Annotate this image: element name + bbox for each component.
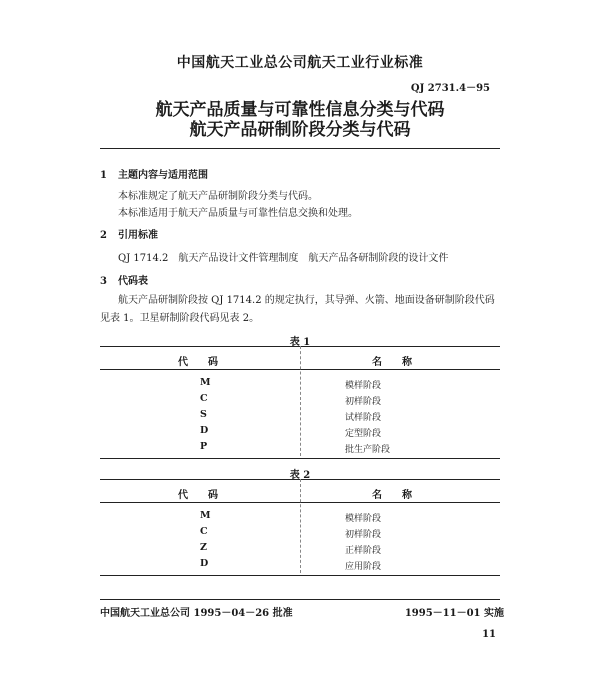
table-1-code-cell: C [200,393,208,404]
table-2-code-cell: M [200,510,211,521]
table-2-name-cell: 正样阶段 [345,546,382,556]
table-2-name-cell: 模样阶段 [345,514,382,524]
table-2-caption: 表 2 [289,470,311,481]
table-1-name-cell: 模样阶段 [345,381,382,391]
issuing-organization: 中国航天工业总公司航天工业行业标准 [176,55,424,71]
table-2-code-cell: Z [200,542,207,553]
table-2-header-name: 名 称 [372,490,412,501]
table-1-name-cell: 试样阶段 [345,413,382,423]
table-1-name-cell: 定型阶段 [345,429,382,439]
section-title: 引用标准 [118,230,158,241]
section-title: 代码表 [118,276,148,287]
table-1-code-cell: M [200,377,211,388]
page-number: 11 [482,629,496,640]
table-1-code-cell: P [200,441,208,452]
table-2-name-cell: 初样阶段 [345,530,382,540]
table-1-bottom-rule [100,458,500,459]
section-2-paragraph-1: QJ 1714.2 航天产品设计文件管理制度 航天产品各研制阶段的设计文件 [118,253,449,264]
table-2-name-cell: 应用阶段 [345,562,382,572]
table-2-code-cell: D [200,558,209,569]
section-number: 3 [100,276,107,287]
section-1-heading [100,166,208,181]
section-number: 1 [100,170,107,181]
document-title-line1: 航天产品质量与可靠性信息分类与代码 [155,100,445,120]
section-2-heading [100,226,158,241]
approval-line: 中国航天工业总公司 1995－04－26 批准 [100,608,293,619]
implementation-date: 1995－11－01 实施 [404,608,504,619]
table-1-name-cell: 初样阶段 [345,397,382,407]
table-1-column-divider [300,346,301,456]
section-title: 主题内容与适用范围 [118,170,208,181]
table-2-header-code: 代 码 [178,490,218,501]
table-2-column-divider [300,479,301,573]
section-1-paragraph-1: 本标准规定了航天产品研制阶段分类与代码。 [118,191,318,202]
section-number: 2 [100,230,107,241]
table-1-name-cell: 批生产阶段 [345,445,391,455]
footer-rule [100,599,500,600]
section-3-paragraph-1: 航天产品研制阶段按 QJ 1714.2 的规定执行，其导弹、火箭、地面设备研制阶段代码见表 1。卫星研制阶段代码见表 2。 [100,295,495,324]
table-1-code-cell: S [200,409,207,420]
table-2-code-cell: C [200,526,208,537]
title-divider [100,148,500,149]
table-2-bottom-rule [100,575,500,576]
document-title-line2: 航天产品研制阶段分类与代码 [189,120,411,140]
table-1-header-code: 代 码 [178,357,218,368]
table-1-code-cell: D [200,425,209,436]
table-1-caption: 表 1 [289,337,311,348]
section-1-paragraph-2: 本标准适用于航天产品质量与可靠性信息交换和处理。 [118,208,358,219]
standard-number: QJ 2731.4－95 [410,83,490,94]
section-3-heading [100,272,148,287]
table-1-header-name: 名 称 [372,357,412,368]
